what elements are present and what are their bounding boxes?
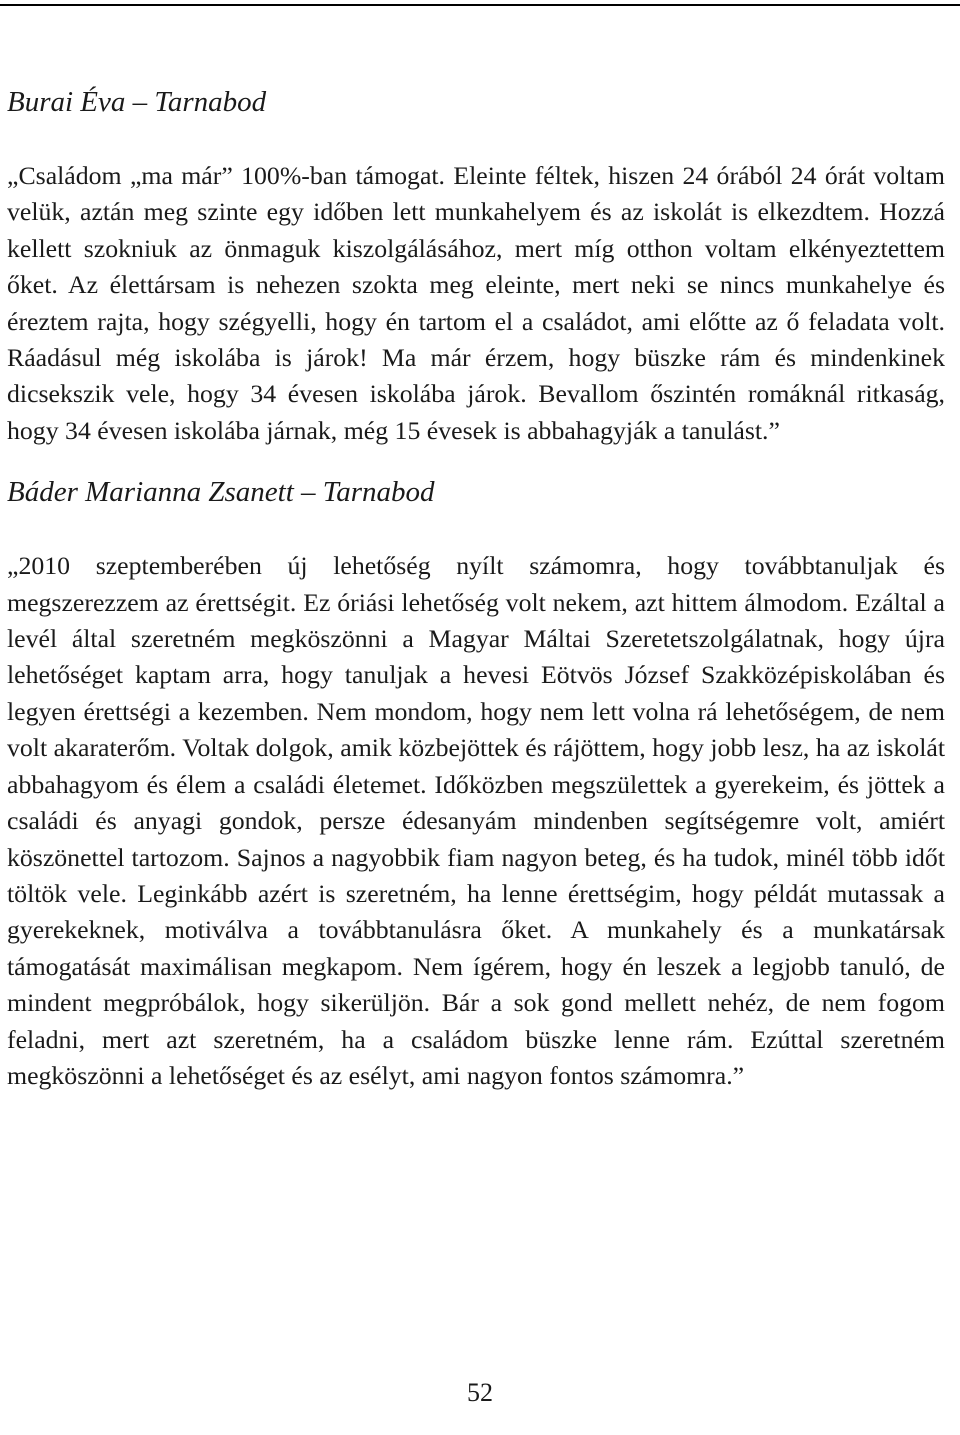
top-rule — [0, 4, 960, 6]
page-number: 52 — [467, 1378, 493, 1407]
page-content — [7, 84, 945, 1094]
testimonial-paragraph: „2010 szeptemberében új lehetőség nyílt számomra, hogy továbbtanuljak és megszerezzem az érettségit. Ez óriási lehetőség volt nekem, azt hittem álmodom. Ezáltal a levél által szeretném megköszönni a Magyar Máltai Szeretetszolgálatnak, hogy újra lehetőséget kaptam arra, hogy tanuljak a hevesi Eötvös József Szakközépiskolában és legyen érettségi a kezemben. Nem mondom, hogy nem lett volna rá lehetőségem, de nem volt akaraterőm. Voltak dolgok, amik közbejöttek és rájöttem, hogy jobb lesz, ha az iskolát abbahagyom és élem a családi életemet. Időközben megszülettek a gyerekeim, és jöttek a családi és anyagi gondok, persze édesanyám mindenben segítségemre volt, amiért köszönettel tartozom. Sajnos a nagyobbik fiam nagyon beteg, és ha tudok, minél több időt töltök vele. Leginkább azért is szeretném, ha lenne érettségim, hogy példát mutassak a gyerekeknek, motiválva a továbbtanulásra őket. A munkahely és a munkatársak támogatását maximálisan megkapom. Nem ígérem, hogy én leszek a legjobb tanuló, de mindent megpróbálok, hogy sikerüljön. Bár a sok gond mellett nehéz, de nem fogom feladni, mert azt szeretném, ha a családom büszke lenne rám. Ezúttal szeretném megköszönni a lehetőséget és az esélyt, ami nagyon fontos számomra.” — [7, 551, 945, 1090]
author-heading: Báder Marianna Zsanett – Tarnabod — [7, 476, 435, 509]
testimonial-paragraph: „Családom „ma már” 100%-ban támogat. Eleinte féltek, hiszen 24 órából 24 órát voltam velük, aztán meg szinte egy időben lett munkahelyem és az iskolát is elkezdtem. Hozzá kellett szokniuk az önmaguk kiszolgálásához, mert míg otthon voltam elkényeztettem őket. Az élettársam is nehezen szokta meg eleinte, mert neki se nincs munkahelye és éreztem rajta, hogy szégyelli, hogy én tartom el a családot, ami előtte az ő feladata volt. Ráadásul még iskolába is járok! Ma már érzem, hogy büszke rám és mindenkinek dicsekszik vele, hogy 34 évesen iskolába járok. Bevallom őszintén romáknál ritkaság, hogy 34 évesen iskolába járnak, még 15 évesek is abbahagyják a tanulást.” — [7, 161, 945, 445]
author-heading: Burai Éva – Tarnabod — [7, 86, 267, 118]
